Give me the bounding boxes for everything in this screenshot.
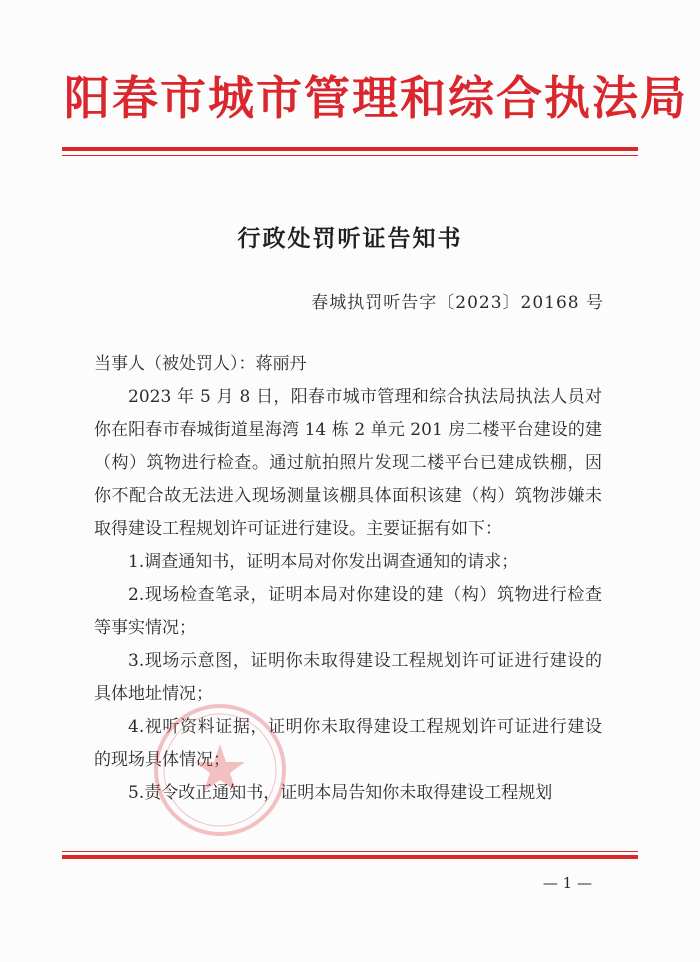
- evidence-item-4: 4.视听资料证据，证明你未取得建设工程规划许可证进行建设的现场具体情况；: [94, 717, 602, 770]
- agency-name: 阳春市城市管理和综合执法局: [64, 71, 688, 125]
- evidence-item-3: 3.现场示意图，证明你未取得建设工程规划许可证进行建设的具体地址情况；: [94, 651, 602, 704]
- evidence-item-2: 2.现场检查笔录，证明本局对你建设的建（构）筑物进行检查等事实情况；: [94, 585, 602, 638]
- footer-rule-thick: [62, 855, 638, 859]
- document-title: 行政处罚听证告知书: [237, 225, 463, 252]
- official-seal-icon: [150, 700, 290, 840]
- page-number: — 1 —: [542, 874, 592, 892]
- document-number: 春城执罚听告字〔2023〕20168 号: [311, 293, 604, 313]
- header-rule-thin: [62, 155, 638, 156]
- recipient-line: 当事人（被处罚人）：蒋丽丹: [94, 354, 307, 374]
- evidence-item-1: 1.调查通知书，证明本局对你发出调查通知的请求；: [128, 552, 519, 572]
- paragraph-facts: 2023 年 5 月 8 日，阳春市城市管理和综合执法局执法人员对你在阳春市春城街道星海湾 14 栋 2 单元 201 房二楼平台建设的建（构）筑物进行检查。通过航拍照片发现二楼平台已建成铁棚，因你不配合故无法进入现场测量该棚具体面积该建（构）筑物涉嫌未取得建设工程规划许可证进行建设。主要证据有如下：: [94, 387, 602, 539]
- header-rule-thick: [62, 147, 638, 151]
- footer-rule-thin: [62, 851, 638, 852]
- evidence-item-5: 5.责令改正通知书，证明本局告知你未取得建设工程规划: [128, 783, 553, 803]
